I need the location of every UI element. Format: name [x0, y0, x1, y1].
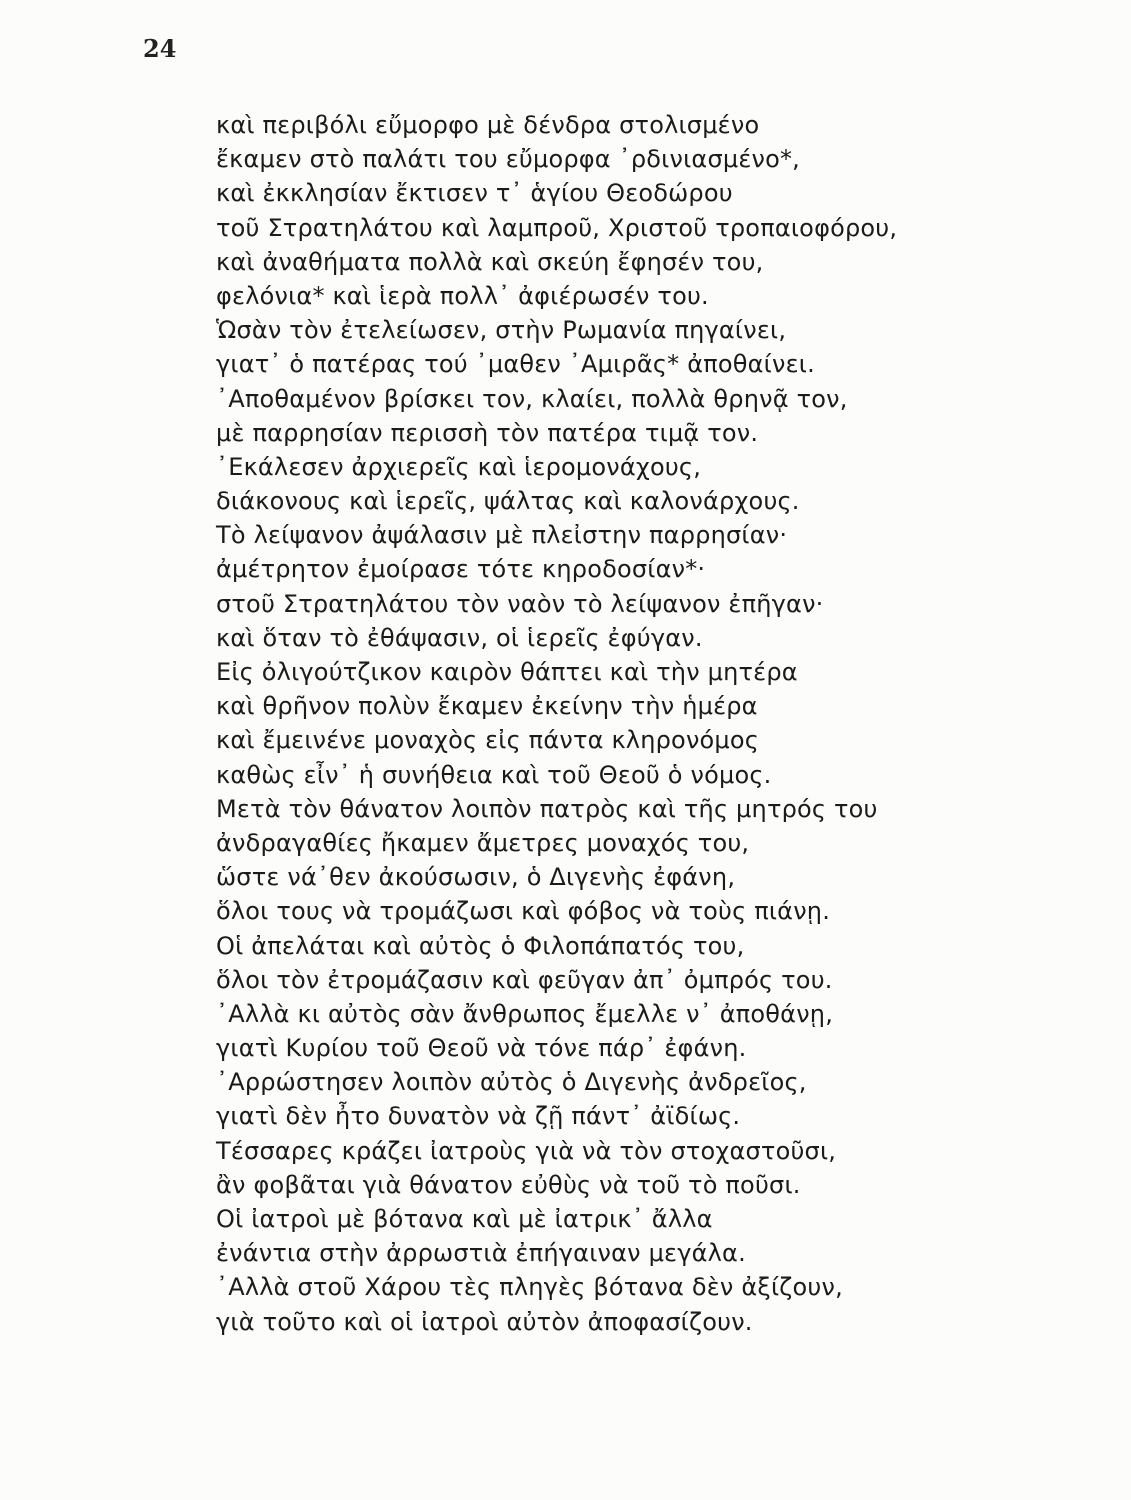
poem-line: ᾽Αρρώστησεν λοιπὸν αὐτὸς ὁ Διγενὴς ἀνδρεῖος, [216, 1068, 807, 1097]
poem-line: ἂν φοβᾶται γιὰ θάνατον εὐθὺς νὰ τοῦ τὸ ποῦσι. [216, 1170, 801, 1199]
poem-line: καὶ ἔμεινένε μοναχὸς εἰς πάντα κληρονόμος [216, 726, 760, 755]
poem-line: Μετὰ τὸν θάνατον λοιπὸν πατρὸς καὶ τῆς μητρός του [216, 794, 878, 823]
poem-line: γιὰ τοῦτο καὶ οἱ ἰατροὶ αὐτὸν ἀποφασίζουν. [216, 1307, 753, 1336]
poem-line: γιατὶ δὲν ἦτο δυνατὸν νὰ ζῇ πάντ᾽ ἀϊδίως. [216, 1102, 741, 1131]
poem-line: Οἱ ἰατροὶ μὲ βότανα καὶ μὲ ἰατρικ᾽ ἄλλα [216, 1205, 713, 1233]
poem-line: Ὡσὰν τὸν ἐτελείωσεν, στὴν Ρωμανία πηγαίνει, [216, 316, 787, 345]
poem-line: καὶ ὅταν τὸ ἐθάψασιν, οἱ ἱερεῖς ἐφύγαν. [216, 623, 703, 652]
poem-line: καὶ περιβόλι εὔμορφο μὲ δένδρα στολισμένο [216, 111, 760, 139]
poem-line: καθὼς εἶν᾽ ἡ συνήθεια καὶ τοῦ Θεοῦ ὁ νόμος. [216, 760, 772, 789]
poem-line: γιατὶ Κυρίου τοῦ Θεοῦ νὰ τόνε πάρ᾽ ἐφάνη. [216, 1034, 747, 1063]
poem-text [216, 108, 897, 1339]
poem-line: Τέσσαρες κράζει ἰατροὺς γιὰ νὰ τὸν στοχαστοῦσι, [216, 1136, 837, 1165]
poem-line: τοῦ Στρατηλάτου καὶ λαμπροῦ, Χριστοῦ τροπαιοφόρου, [216, 213, 898, 242]
poem-line: Τὸ λείψανον ἀψάλασιν μὲ πλεἰστην παρρησίαν· [216, 521, 788, 550]
poem-line: καὶ ἐκκλησίαν ἔκτισεν τ᾽ ἁγίου Θεοδώρου [216, 179, 733, 208]
poem-line: ᾽Αλλὰ κι αὐτὸς σὰν ἄνθρωπος ἔμελλε ν᾽ ἀποθάνῃ, [216, 999, 834, 1028]
poem-line: γιατ᾽ ὁ πατέρας τού ᾽μαθεν ᾽Αμιρᾶς* ἀποθαίνει. [216, 350, 815, 379]
poem-line: ὅλοι τὸν ἐτρομάζασιν καὶ φεῦγαν ἀπ᾽ ὀμπρός του. [216, 965, 833, 994]
poem-line: Οἱ ἀπελάται καὶ αὐτὸς ὁ Φιλοπάπατός του, [216, 931, 745, 960]
poem-line: ἐνάντια στὴν ἀρρωστιὰ ἐπήγαιναν μεγάλα. [216, 1239, 746, 1268]
poem-line: ἀμέτρητον ἐμοίρασε τότε κηροδοσίαν*· [216, 555, 706, 584]
poem-line: διάκονους καὶ ἱερεῖς, ψάλτας καὶ καλονάρχους. [216, 487, 800, 516]
poem-line: καὶ θρῆνον πολὺν ἔκαμεν ἐκείνην τὴν ἡμέρα [216, 692, 758, 721]
poem-line: ἔκαμεν στὸ παλάτι του εὔμορφα ᾽ρδινιασμένο*, [216, 145, 801, 174]
poem-line: ἀνδραγαθίες ἤκαμεν ἄμετρες μοναχός του, [216, 828, 750, 857]
poem-line: ᾽Εκάλεσεν ἀρχιερεῖς καὶ ἱερομονάχους, [216, 452, 702, 481]
poem-line: μὲ παρρησίαν περισσὴ τὸν πατέρα τιμᾷ τον. [216, 418, 759, 447]
poem-line: καὶ ἀναθήματα πολλὰ καὶ σκεύη ἔφησέν του, [216, 247, 764, 276]
page-number: 24 [143, 34, 177, 63]
poem-line: ᾽Αποθαμένον βρίσκει τον, κλαίει, πολλὰ θρηνᾷ τον, [216, 384, 848, 413]
poem-line: φελόνια* καὶ ἱερὰ πολλ᾽ ἀφιέρωσέν του. [216, 281, 709, 310]
poem-line: στοῦ Στρατηλάτου τὸν ναὸν τὸ λείψανον ἐπῆγαν· [216, 589, 824, 618]
poem-line: ᾽Αλλὰ στοῦ Χάρου τὲς πληγὲς βότανα δὲν ἀξίζουν, [216, 1273, 843, 1302]
poem-line: ὅλοι τους νὰ τρομάζωσι καὶ φόβος νὰ τοὺς πιάνῃ. [216, 897, 831, 926]
poem-line: ὥστε νά᾽θεν ἀκούσωσιν, ὁ Διγενὴς ἐφάνη, [216, 863, 736, 892]
poem-line: Εἰς ὀλιγούτζικον καιρὸν θάπτει καὶ τὴν μητέρα [216, 658, 798, 686]
